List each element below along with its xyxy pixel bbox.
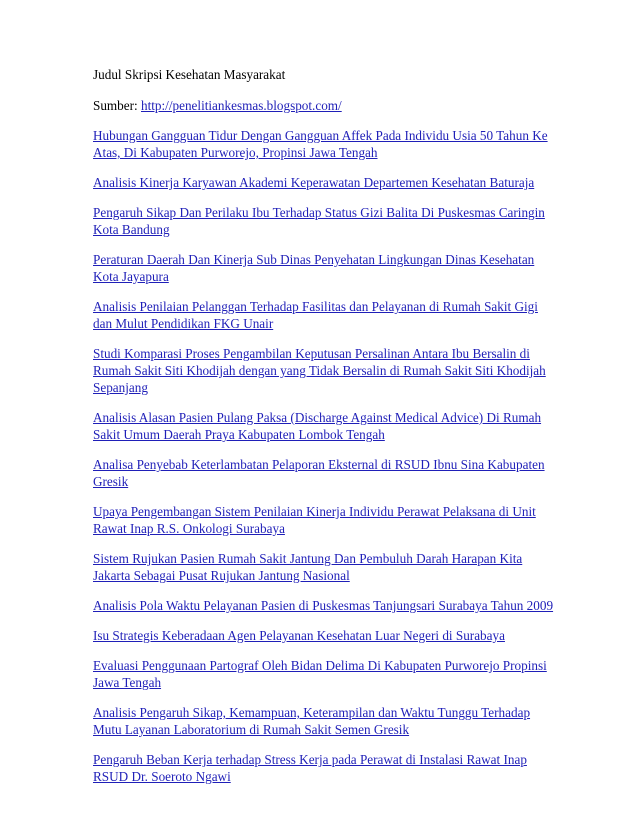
list-item: [93, 127, 555, 161]
list-item: [93, 751, 555, 785]
source-line: [93, 97, 555, 114]
document-title: Judul Skripsi Kesehatan Masyarakat: [93, 67, 286, 82]
thesis-link[interactable]: Analisis Kinerja Karyawan Akademi Keperawatan Departemen Kesehatan Baturaja: [93, 175, 535, 190]
list-item: [93, 409, 555, 443]
list-item: [93, 298, 555, 332]
thesis-link[interactable]: Analisis Alasan Pasien Pulang Paksa (Discharge Against Medical Advice) Di Rumah Sakit Umum Daerah Praya Kabupaten Lombok Tengah: [93, 410, 542, 442]
list-item: [93, 657, 555, 691]
document-page: [93, 66, 555, 798]
list-item: [93, 503, 555, 537]
source-label: Sumber:: [93, 98, 141, 113]
thesis-link[interactable]: Pengaruh Sikap Dan Perilaku Ibu Terhadap Status Gizi Balita Di Puskesmas Caringin Kota Bandung: [93, 205, 545, 237]
thesis-link[interactable]: Isu Strategis Keberadaan Agen Pelayanan Kesehatan Luar Negeri di Surabaya: [93, 628, 505, 643]
thesis-link[interactable]: Analisa Penyebab Keterlambatan Pelaporan Eksternal di RSUD Ibnu Sina Kabupaten Gresik: [93, 457, 545, 489]
thesis-link[interactable]: Analisis Pengaruh Sikap, Kemampuan, Keterampilan dan Waktu Tunggu Terhadap Mutu Layanan Laboratorium di Rumah Sakit Semen Gresik: [93, 705, 531, 737]
list-item: [93, 204, 555, 238]
thesis-link[interactable]: Studi Komparasi Proses Pengambilan Keputusan Persalinan Antara Ibu Bersalin di Rumah Sakit Siti Khodijah dengan yang Tidak Bersalin di Rumah Sakit Siti Khodijah Sepanjang: [93, 346, 546, 395]
thesis-link[interactable]: Pengaruh Beban Kerja terhadap Stress Kerja pada Perawat di Instalasi Rawat Inap RSUD Dr. Soeroto Ngawi: [93, 752, 527, 784]
list-item: [93, 174, 555, 191]
list-item: [93, 251, 555, 285]
list-item: [93, 456, 555, 490]
list-item: [93, 550, 555, 584]
thesis-link[interactable]: Upaya Pengembangan Sistem Penilaian Kinerja Individu Perawat Pelaksana di Unit Rawat Inap R.S. Onkologi Surabaya: [93, 504, 536, 536]
thesis-link[interactable]: Sistem Rujukan Pasien Rumah Sakit Jantung Dan Pembuluh Darah Harapan Kita Jakarta Sebagai Pusat Rujukan Jantung Nasional: [93, 551, 523, 583]
list-item: [93, 345, 555, 396]
source-link[interactable]: http://penelitiankesmas.blogspot.com/: [141, 98, 342, 113]
list-item: [93, 597, 555, 614]
list-item: [93, 627, 555, 644]
thesis-title-list: [93, 127, 555, 785]
thesis-link[interactable]: Analisis Pola Waktu Pelayanan Pasien di Puskesmas Tanjungsari Surabaya Tahun 2009: [93, 598, 554, 613]
thesis-link[interactable]: Peraturan Daerah Dan Kinerja Sub Dinas Penyehatan Lingkungan Dinas Kesehatan Kota Jayapura: [93, 252, 535, 284]
thesis-link[interactable]: Analisis Penilaian Pelanggan Terhadap Fasilitas dan Pelayanan di Rumah Sakit Gigi dan Mulut Pendidikan FKG Unair: [93, 299, 538, 331]
thesis-link[interactable]: Hubungan Gangguan Tidur Dengan Gangguan Affek Pada Individu Usia 50 Tahun Ke Atas, Di Kabupaten Purworejo, Propinsi Jawa Tengah: [93, 128, 548, 160]
thesis-link[interactable]: Evaluasi Penggunaan Partograf Oleh Bidan Delima Di Kabupaten Purworejo Propinsi Jawa Tengah: [93, 658, 547, 690]
list-item: [93, 704, 555, 738]
